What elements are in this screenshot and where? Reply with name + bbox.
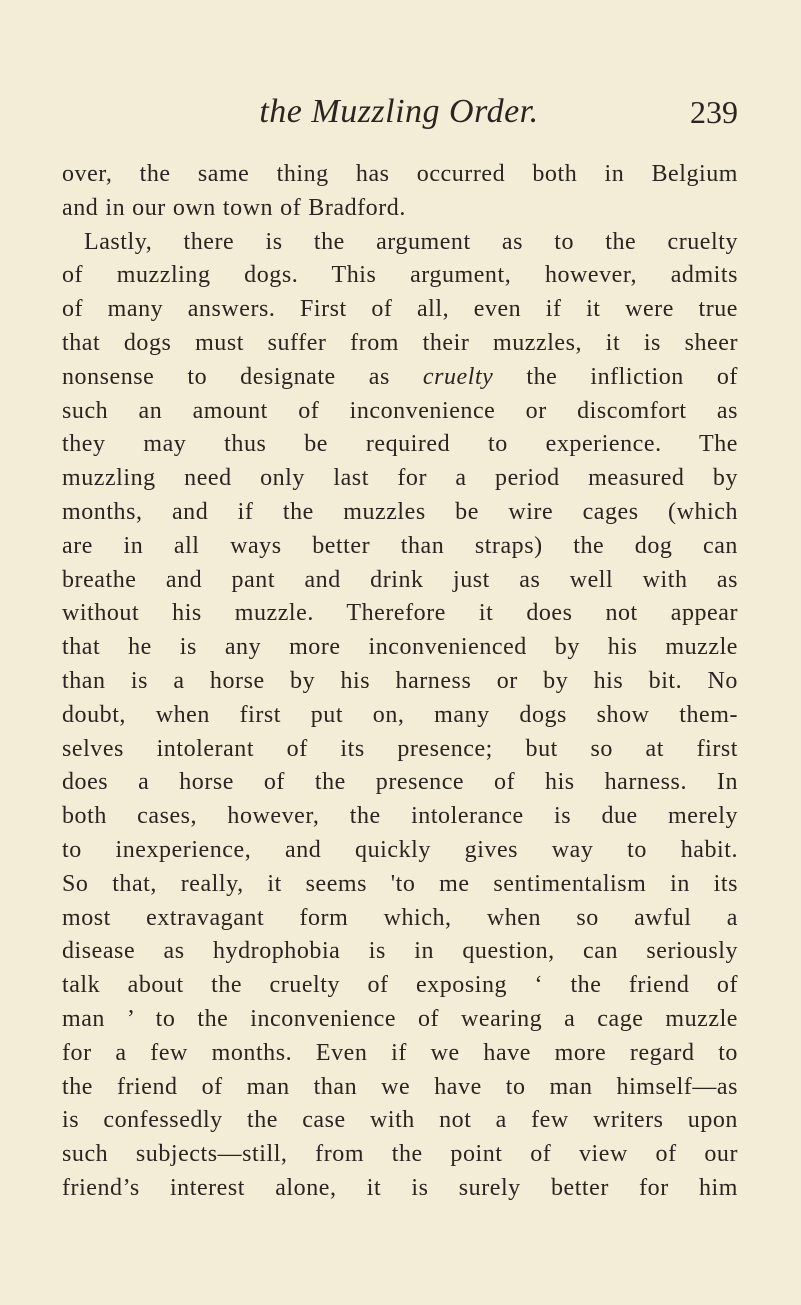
- text-line-18: selves intolerant of its presence; but so at first: [62, 735, 738, 762]
- text-line-31: friend’s interest alone, it is surely better for him: [62, 1174, 738, 1201]
- text-line-14: without his muzzle. Therefore it does not appear: [62, 600, 738, 627]
- text-line-13: breathe and pant and drink just as well with as: [62, 566, 738, 593]
- text-line-10: muzzling need only last for a period measured by: [62, 465, 738, 492]
- text-line-5: of many answers. First of all, even if it were true: [62, 296, 738, 323]
- text-line-3: Lastly, there is the argument as to the cruelty: [84, 228, 738, 255]
- text-line-25: talk about the cruelty of exposing ‘ the friend of: [62, 972, 738, 999]
- text-line-2: and in our own town of Bradford.: [62, 194, 406, 221]
- text-line-7: [62, 361, 738, 395]
- running-title: the Muzzling Order.: [259, 93, 539, 130]
- text-line-12: are in all ways better than straps) the dog can: [62, 532, 738, 559]
- text-line-28: the friend of man than we have to man himself—as: [62, 1073, 738, 1100]
- text-line-8: such an amount of inconvenience or discomfort as: [62, 397, 738, 424]
- text-line-16: than is a horse by his harness or by his bit. No: [62, 667, 738, 694]
- text-line-7-end: the infliction of: [526, 363, 738, 390]
- text-line-30: such subjects—still, from the point of view of our: [62, 1141, 738, 1168]
- body-text: [62, 158, 738, 1206]
- text-line-15: that he is any more inconvenienced by his muzzle: [62, 634, 738, 661]
- page-number: 239: [690, 94, 738, 130]
- text-line-4: of muzzling dogs. This argument, however, admits: [62, 262, 738, 289]
- running-head: [60, 92, 738, 142]
- text-line-7-start: nonsense to designate as: [62, 363, 390, 390]
- text-line-20: both cases, however, the intolerance is due merely: [62, 803, 738, 830]
- text-line-26: man ’ to the inconvenience of wearing a cage muzzle: [62, 1005, 738, 1032]
- text-line-27: for a few months. Even if we have more regard to: [62, 1039, 738, 1066]
- text-line-29: is confessedly the case with not a few writers upon: [62, 1107, 738, 1134]
- text-line-19: does a horse of the presence of his harness. In: [62, 769, 738, 796]
- text-line-23: most extravagant form which, when so awful a: [62, 904, 738, 931]
- text-line-11: months, and if the muzzles be wire cages (which: [62, 498, 738, 525]
- text-line-24: disease as hydrophobia is in question, can seriously: [62, 938, 738, 965]
- text-line-21: to inexperience, and quickly gives way to habit.: [62, 836, 738, 863]
- text-line-1: over, the same thing has occurred both in Belgium: [62, 161, 738, 187]
- text-line-9: they may thus be required to experience. The: [62, 431, 738, 458]
- italic-word-cruelty: cruelty: [422, 363, 494, 390]
- text-line-17: doubt, when first put on, many dogs show them-: [62, 701, 738, 728]
- text-line-6: that dogs must suffer from their muzzles, it is sheer: [62, 329, 738, 356]
- text-line-22: So that, really, it seems 'to me sentimentalism in its: [62, 870, 738, 897]
